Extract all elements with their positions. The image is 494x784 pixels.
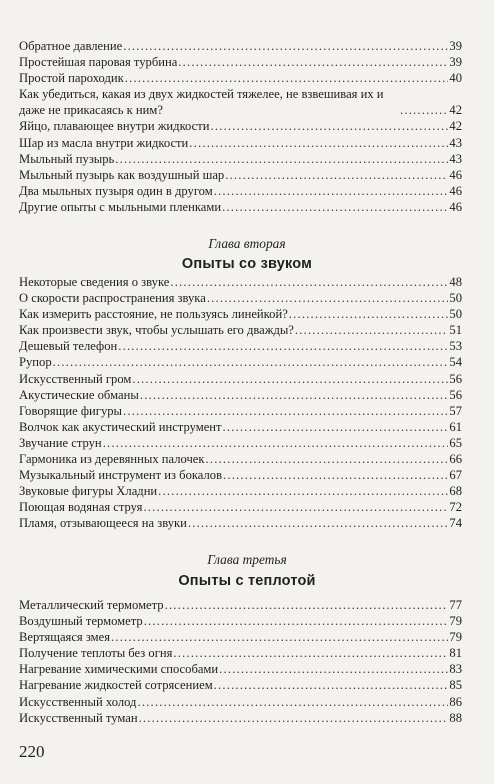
toc-entry [19, 70, 462, 86]
toc-entry [19, 38, 462, 54]
toc-entry [19, 199, 462, 215]
leader-dots [158, 483, 448, 499]
toc-entry [19, 645, 462, 661]
leader-dots [165, 597, 449, 613]
toc-entry-page: 85 [449, 678, 462, 693]
toc-entry-title: Звуковые фигуры Хладни [19, 484, 158, 499]
toc-entry-title: Как измерить расстояние, не пользуясь линейкой? [19, 307, 288, 322]
toc-entry-title: Простейшая паровая турбина [19, 55, 178, 70]
toc-entry-page: 81 [449, 646, 462, 661]
toc-entry-page: 54 [449, 355, 462, 370]
toc-entry-title: Два мыльных пузыря один в другом [19, 183, 213, 198]
leader-dots [123, 403, 448, 419]
toc-entry [19, 167, 462, 183]
leader-dots [222, 199, 448, 215]
leader-dots [118, 338, 448, 354]
leader-dots [214, 677, 449, 693]
toc-section-2 [19, 274, 462, 532]
toc-entry [19, 403, 462, 419]
toc-entry-title: Шар из масла внутри жидкости [19, 135, 189, 150]
toc-entry-title: Как убедиться, какая из двух жидкостей тяжелее, не взвешивая их и даже не прикасаясь к ним? [19, 87, 384, 118]
toc-entry [19, 371, 462, 387]
leader-dots [53, 354, 449, 370]
leader-dots [173, 645, 448, 661]
leader-dots [188, 515, 449, 531]
leader-dots [137, 694, 448, 710]
toc-entry-title: Волчок как акустический инструмент [19, 419, 222, 434]
leader-dots [115, 151, 448, 167]
toc-entry-page: 72 [449, 500, 462, 515]
toc-entry-page: 46 [449, 199, 462, 214]
leader-dots [189, 135, 448, 151]
leader-dots [223, 419, 449, 435]
toc-entry-page: 51 [449, 323, 462, 338]
toc-entry-page: 68 [449, 484, 462, 499]
toc-entry [19, 274, 462, 290]
toc-entry-page: 46 [449, 183, 462, 198]
toc-entry-page: 43 [449, 135, 462, 150]
leader-dots [140, 387, 449, 403]
toc-entry-page: 50 [449, 307, 462, 322]
toc-entry-page: 86 [449, 694, 462, 709]
toc-entry-title: Простой пароходик [19, 71, 124, 86]
toc-entry-page: 88 [449, 710, 462, 725]
toc-entry-title: Другие опыты с мыльными пленками [19, 199, 222, 214]
toc-entry [19, 306, 462, 322]
leader-dots [225, 167, 448, 183]
leader-dots [223, 467, 448, 483]
toc-entry [19, 629, 462, 645]
toc-entry [19, 419, 462, 435]
toc-entry-page: 42 [449, 119, 462, 134]
toc-section-3 [19, 597, 462, 726]
toc-entry [19, 515, 462, 531]
toc-entry-title: Дешевый телефон [19, 339, 118, 354]
leader-dots [214, 183, 449, 199]
leader-dots [289, 306, 449, 322]
toc-entry-page: 66 [449, 452, 462, 467]
toc-section-1 [19, 38, 462, 215]
toc-entry [19, 183, 462, 199]
toc-entry-title: Говорящие фигуры [19, 403, 123, 418]
leader-dots [103, 435, 449, 451]
toc-entry-title: Рупор [19, 355, 52, 370]
toc-entry-page: 77 [449, 598, 462, 612]
toc-entry-title: Получение теплоты без огня [19, 646, 173, 661]
toc-entry-title: Некоторые сведения о звуке [19, 275, 170, 289]
leader-dots [207, 290, 449, 306]
toc-entry-title: О скорости распространения звука [19, 291, 206, 306]
chapter-title: Опыты с теплотой [178, 573, 316, 589]
toc-entry-title: Обратное давление [19, 39, 123, 53]
toc-entry-title: Металлический термометр [19, 598, 164, 612]
toc-entry [19, 54, 462, 70]
toc-entry-title: Мыльный пузырь [19, 151, 115, 166]
toc-entry-page: 61 [449, 419, 462, 434]
toc-entry [19, 499, 462, 515]
toc-entry [19, 597, 462, 613]
toc-entry-page: 57 [449, 403, 462, 418]
toc-entry-page: 43 [449, 151, 462, 166]
toc-entry [19, 290, 462, 306]
toc-entry-page: 46 [449, 167, 462, 182]
toc-entry [19, 151, 462, 167]
leader-dots [144, 613, 449, 629]
toc-entry-title: Нагревание жидкостей сотрясением [19, 678, 213, 693]
leader-dots [139, 710, 449, 726]
toc-entry [19, 710, 462, 726]
toc-entry-page: 83 [449, 662, 462, 677]
toc-entry-page: 79 [449, 630, 462, 645]
toc-entry [19, 118, 462, 134]
toc-entry-title: Поющая водяная струя [19, 500, 143, 515]
toc-entry [19, 322, 462, 338]
toc-entry-title: Яйцо, плавающее внутри жидкости [19, 119, 210, 134]
toc-entry [19, 677, 462, 693]
toc-entry-title: Искусственный гром [19, 371, 132, 386]
toc-entry-title: Искусственный туман [19, 710, 138, 725]
toc-entry [19, 435, 462, 451]
toc-entry [19, 135, 462, 151]
toc-entry-title: Акустические обманы [19, 387, 139, 402]
toc-entry-page: 56 [449, 371, 462, 386]
toc-entry-title: Мыльный пузырь как воздушный шар [19, 167, 225, 182]
leader-dots [170, 274, 448, 290]
toc-entry [19, 467, 462, 483]
toc-entry-title: Нагревание химическими способами [19, 662, 219, 677]
toc-entry-page: 74 [449, 516, 462, 531]
toc-entry-title: Как произвести звук, чтобы услышать его дважды? [19, 323, 294, 338]
toc-entry-title: Искусственный холод [19, 694, 137, 709]
toc-entry [19, 694, 462, 710]
toc-entry-page: 65 [449, 435, 462, 450]
toc-entry-page: 79 [449, 614, 462, 629]
chapter-label: Глава вторая [208, 236, 286, 251]
toc-entry [19, 483, 462, 499]
toc-entry [19, 661, 462, 677]
toc-entry-page: 53 [449, 339, 462, 354]
toc-entry-title: Гармоника из деревянных палочек [19, 452, 205, 467]
leader-dots [125, 70, 449, 86]
toc-entry-page: 42 [449, 103, 462, 118]
leader-dots [123, 38, 448, 54]
toc-entry-page: 67 [449, 468, 462, 483]
toc-entry-title: Музыкальный инструмент из бокалов [19, 468, 223, 483]
leader-dots [211, 118, 449, 134]
leader-dots [295, 322, 449, 338]
toc-entry-title: Воздушный термометр [19, 614, 143, 629]
toc-entry-title: Звучание струн [19, 435, 102, 450]
toc-entry [19, 387, 462, 403]
leader-dots [143, 499, 448, 515]
toc-entry-page: 40 [449, 71, 462, 86]
leader-dots [178, 54, 448, 70]
toc-entry [19, 354, 462, 370]
toc-entry-title: Вертящаяся змея [19, 630, 111, 645]
toc-entry-page: 50 [449, 291, 462, 306]
chapter-label: Глава третья [207, 552, 287, 567]
leader-dots [206, 451, 449, 467]
leader-dots [400, 102, 448, 118]
toc-entry [19, 86, 462, 118]
toc-entry [19, 338, 462, 354]
toc-entry [19, 613, 462, 629]
toc-entry [19, 451, 462, 467]
toc-entry-page: 39 [449, 55, 462, 70]
toc-entry-page: 39 [449, 39, 462, 53]
chapter-title: Опыты со звуком [181, 256, 313, 272]
leader-dots [111, 629, 448, 645]
toc-entry-page: 48 [449, 275, 462, 289]
toc-entry-page: 56 [449, 387, 462, 402]
leader-dots [132, 371, 448, 387]
toc-entry-title: Пламя, отзывающееся на звуки [19, 516, 187, 531]
page-number: 220 [19, 742, 45, 761]
leader-dots [219, 661, 448, 677]
